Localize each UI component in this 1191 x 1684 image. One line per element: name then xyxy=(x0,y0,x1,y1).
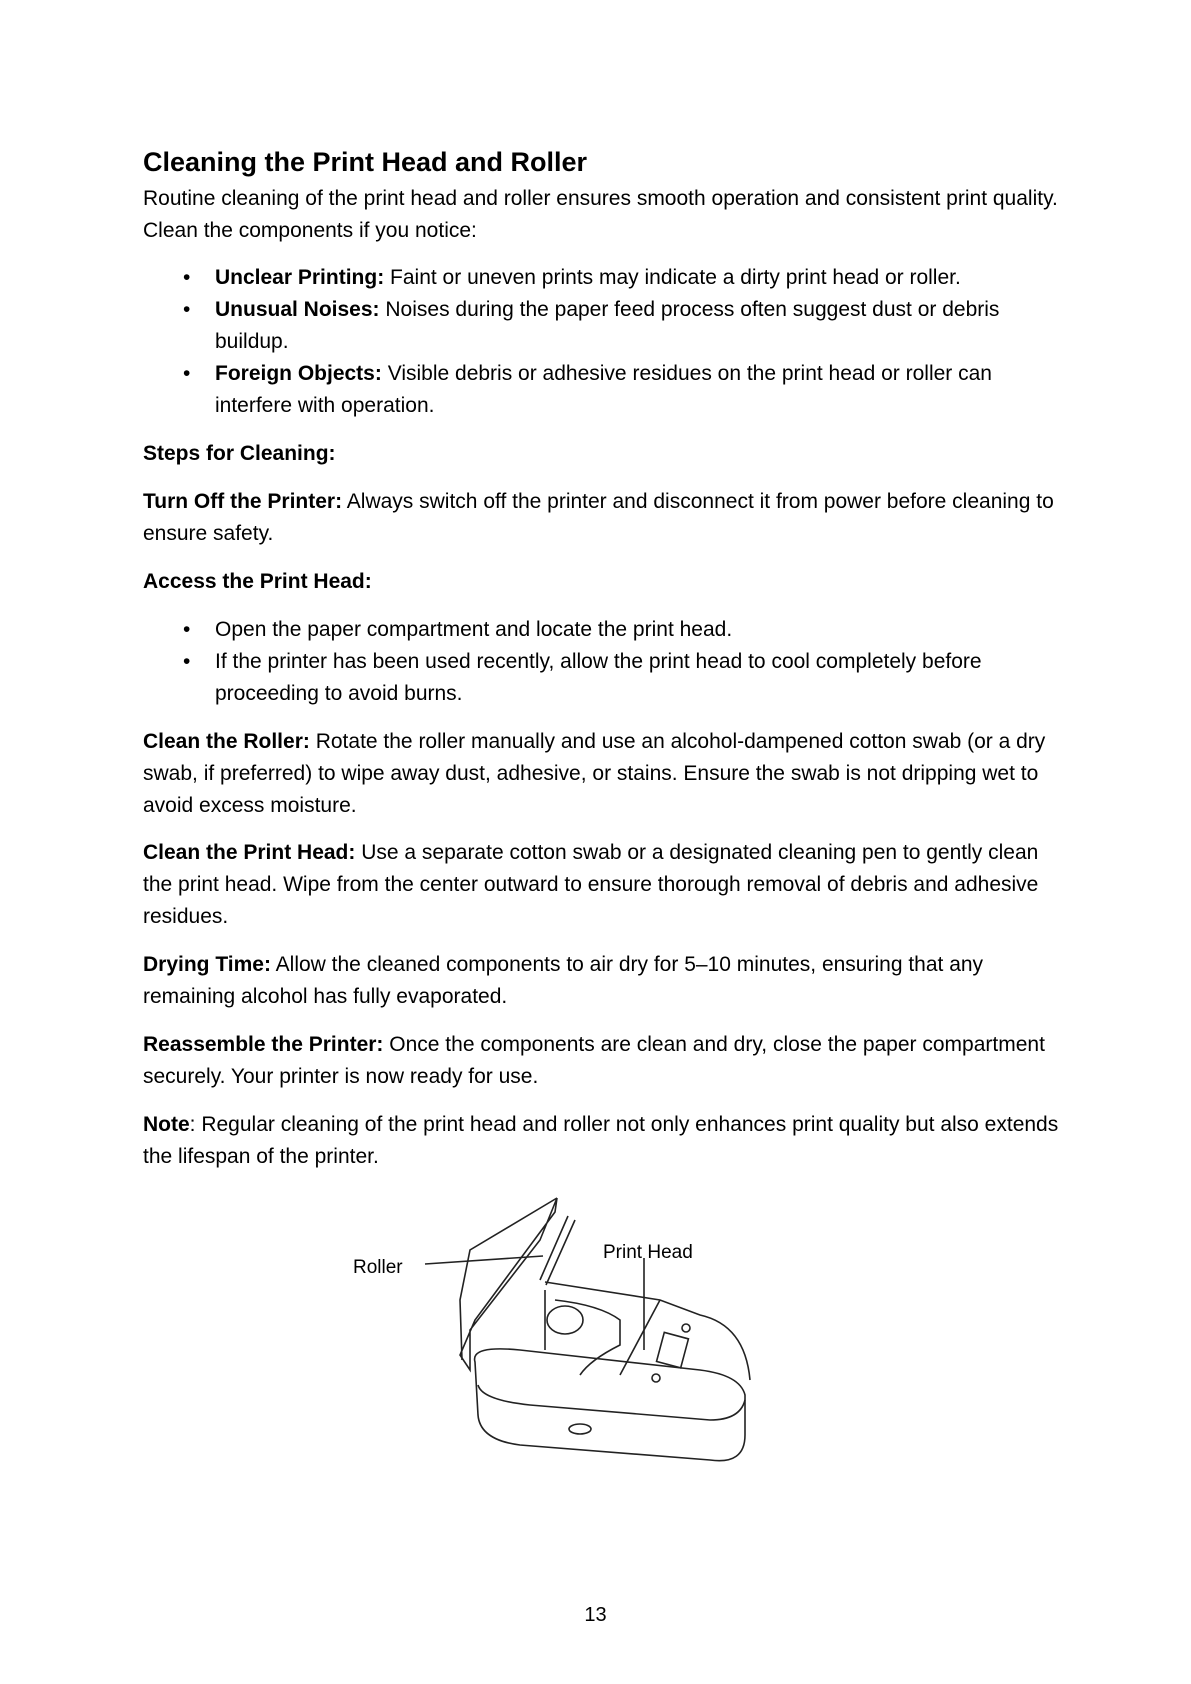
print-head-label: Print Head xyxy=(603,1242,693,1263)
reassemble-step: Reassemble the Printer: Once the components are clean and dry, close the paper compartment securely. Your printer is now ready for use. xyxy=(143,1033,1045,1088)
list-item: • Foreign Objects: Visible debris or adhesive residues on the print head or roller can interfere with operation. xyxy=(143,358,1063,422)
turn-off-step: Turn Off the Printer: Always switch off the printer and disconnect it from power before cleaning to ensure safety. xyxy=(143,490,1054,545)
access-heading: Access the Print Head: xyxy=(143,570,372,593)
list-item: • Open the paper compartment and locate the print head. xyxy=(143,614,1063,646)
roller-label: Roller xyxy=(353,1257,403,1278)
list-item: • If the printer has been used recently, allow the print head to cool completely before proceeding to avoid burns. xyxy=(143,646,1063,710)
clean-roller-step: Clean the Roller: Rotate the roller manually and use an alcohol-dampened cotton swab (or a dry swab, if preferred) to wipe away dust, adhesive, or stains. Ensure the swab is not dripping wet to avoid excess moisture. xyxy=(143,730,1046,817)
list-item: • Unclear Printing: Faint or uneven prints may indicate a dirty print head or roller. xyxy=(143,262,1063,294)
page-number: 13 xyxy=(584,1604,607,1626)
clean-head-step: Clean the Print Head: Use a separate cotton swab or a designated cleaning pen to gently clean the print head. Wipe from the center outward to ensure thorough removal of debris and adhesive residues. xyxy=(143,841,1039,928)
drying-step: Drying Time: Allow the cleaned components to air dry for 5–10 minutes, ensuring that any remaining alcohol has fully evaporated. xyxy=(143,953,984,1008)
list-item: • Unusual Noises: Noises during the paper feed process often suggest dust or debris buildup. xyxy=(143,294,1063,358)
note-paragraph: Note: Regular cleaning of the print head and roller not only enhances print quality but also extends the lifespan of the printer. xyxy=(143,1113,1059,1168)
intro-paragraph: Routine cleaning of the print head and roller ensures smooth operation and consistent print quality. Clean the components if you notice: xyxy=(143,187,1058,242)
steps-heading: Steps for Cleaning: xyxy=(143,442,336,465)
page-title: Cleaning the Print Head and Roller xyxy=(143,147,588,177)
